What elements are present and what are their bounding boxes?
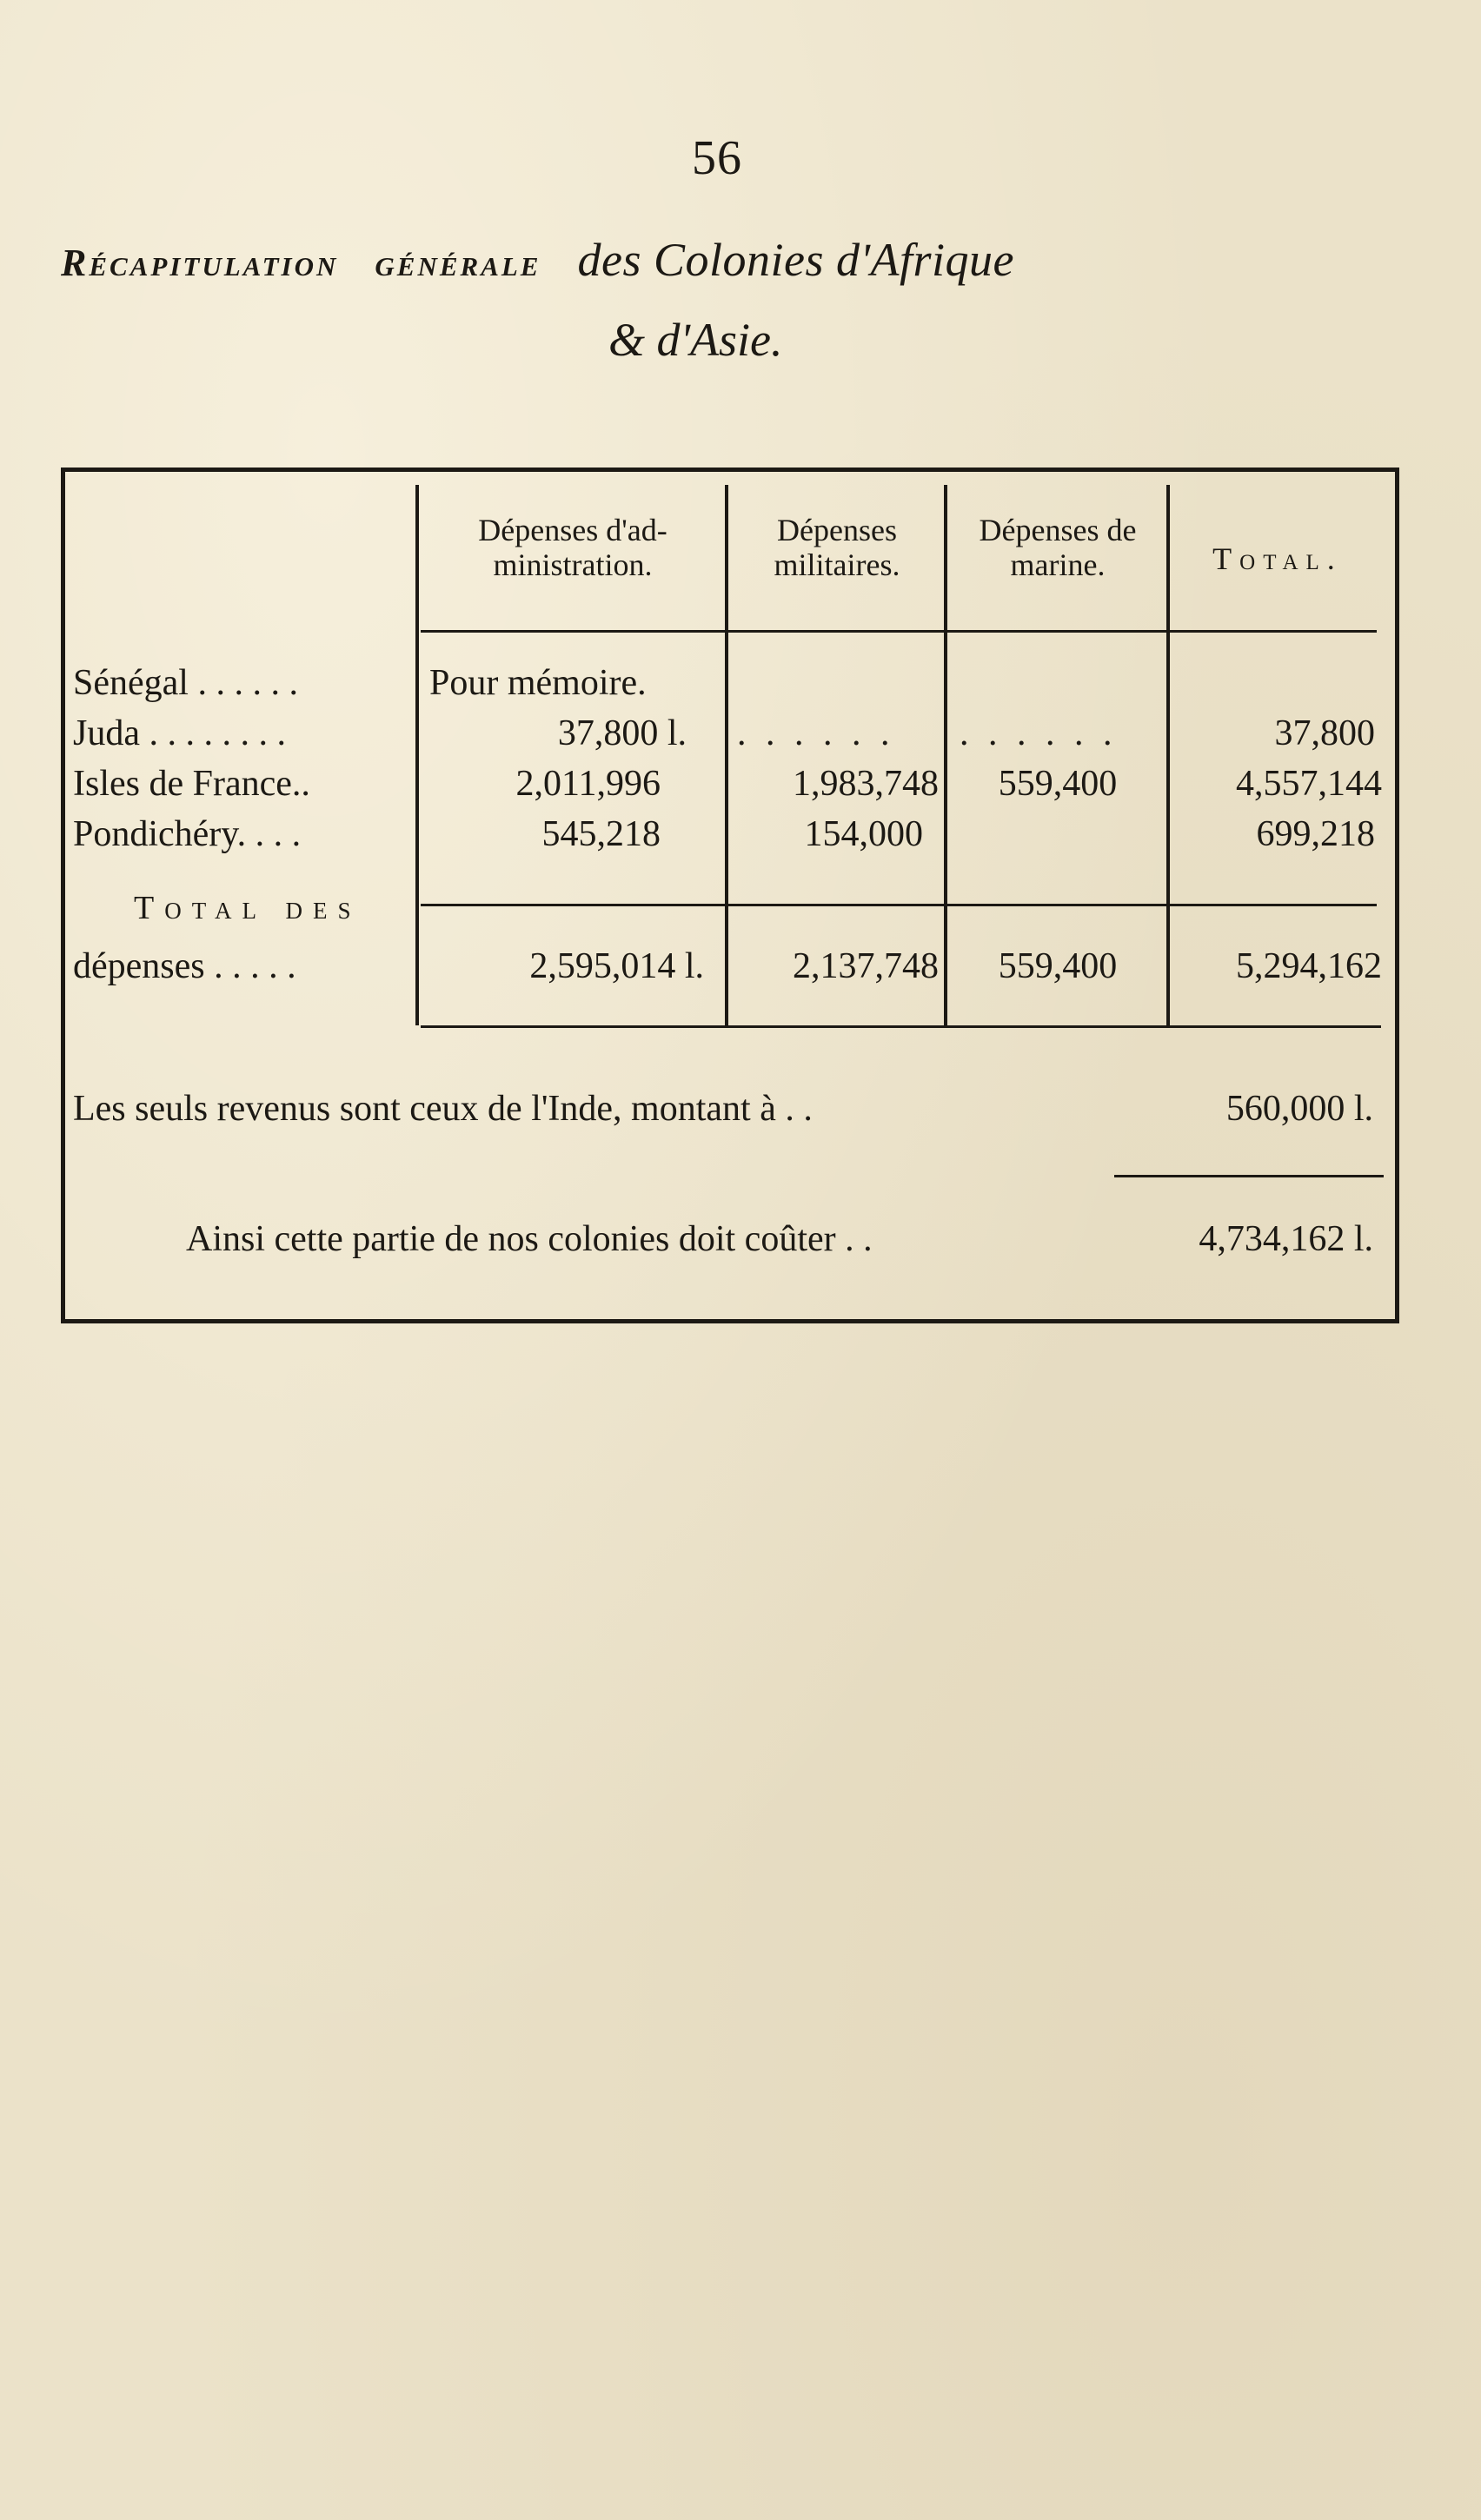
revenue-amount: 560,000 l. bbox=[1225, 1089, 1373, 1129]
page-title bbox=[61, 233, 1399, 287]
column-rule bbox=[725, 485, 728, 1025]
cost-text: Ainsi cette partie de nos colonies doit coûter . . bbox=[186, 1219, 873, 1259]
cell-admin-isles: 2,011,996 bbox=[515, 764, 661, 804]
row-label-isles-de-france: Isles de France.. bbox=[73, 764, 310, 804]
cell-admin-senegal: Pour mémoire. bbox=[429, 663, 647, 703]
cell-total-total: 5,294,162 bbox=[1236, 946, 1382, 986]
cell-marine-juda: . . . . . . bbox=[960, 713, 1118, 753]
total-label-line1 bbox=[134, 886, 362, 928]
cell-militaires-pondichery: 154,000 bbox=[804, 814, 923, 854]
cell-admin-total: 2,595,014 l. bbox=[529, 946, 704, 986]
header-total: Total. bbox=[1212, 541, 1343, 576]
cell-militaires-juda: . . . . . . bbox=[737, 713, 895, 753]
row-label-pondichery: Pondichéry. . . . bbox=[73, 814, 302, 854]
header-marine-line2: marine. bbox=[1010, 547, 1106, 582]
header-rule bbox=[421, 630, 1377, 633]
header-militaires-line1: Dépenses bbox=[777, 513, 897, 547]
page-number: 56 bbox=[692, 131, 742, 185]
column-rule bbox=[944, 485, 947, 1025]
header-militaires-line2: militaires. bbox=[774, 547, 900, 582]
header-militaires bbox=[730, 513, 944, 582]
total-top-rule bbox=[421, 904, 1377, 906]
header-administration bbox=[421, 513, 725, 582]
title-colonies: des Colonies d'Afrique bbox=[577, 234, 1015, 286]
cell-total-isles: 4,557,144 bbox=[1236, 764, 1382, 804]
table-bottom-rule bbox=[421, 1025, 1381, 1028]
title-generale: générale bbox=[375, 242, 541, 284]
title-recapitulation: Récapitulation bbox=[61, 242, 339, 284]
row-label-senegal: Sénégal . . . . . . bbox=[73, 663, 298, 703]
cost-rule bbox=[1114, 1175, 1384, 1177]
revenue-text: Les seuls revenus sont ceux de l'Inde, montant à . . bbox=[73, 1089, 813, 1129]
cell-total-juda: 37,800 bbox=[1274, 713, 1375, 753]
cost-amount: 4,734,162 l. bbox=[1199, 1219, 1373, 1259]
cell-militaires-isles: 1,983,748 bbox=[793, 764, 939, 804]
total-label-line2: dépenses . . . . . bbox=[73, 946, 296, 986]
title-line2: & d'Asie. bbox=[608, 314, 783, 366]
column-rule bbox=[1166, 485, 1170, 1025]
header-administration-line2: ministration. bbox=[493, 547, 653, 582]
header-marine-line1: Dépenses de bbox=[979, 513, 1137, 547]
total-label-text: Total des bbox=[134, 890, 362, 926]
cell-marine-isles: 559,400 bbox=[998, 764, 1118, 804]
cell-admin-pondichery: 545,218 bbox=[541, 814, 661, 854]
header-administration-line1: Dépenses d'ad- bbox=[478, 513, 667, 547]
cell-marine-total: 559,400 bbox=[998, 946, 1118, 986]
header-marine bbox=[949, 513, 1166, 582]
column-rule bbox=[415, 485, 419, 1025]
cell-militaires-total: 2,137,748 bbox=[793, 946, 939, 986]
row-label-juda: Juda . . . . . . . . bbox=[73, 713, 286, 753]
cell-admin-juda: 37,800 l. bbox=[557, 713, 687, 753]
cell-total-pondichery: 699,218 bbox=[1256, 814, 1375, 854]
